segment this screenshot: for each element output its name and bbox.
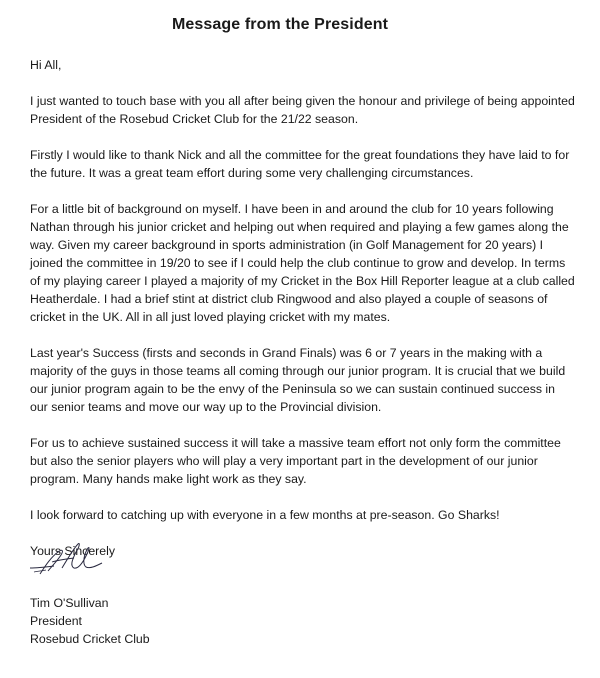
- signatory-organization: Rosebud Cricket Club: [30, 632, 150, 646]
- letter-title: Message from the President: [172, 16, 388, 33]
- paragraph-thanks: Firstly I would like to thank Nick and all the committee for the great foundations they have laid to for the future. It was a great team effort during some very challenging circumstances.: [30, 148, 570, 180]
- paragraph-team-effort: For us to achieve sustained success it will take a massive team effort not only form the committee but also the senior players who will play a very important part in the development of our junior program. Many hands make light work as they say.: [30, 436, 561, 486]
- paragraph-appointment: I just wanted to touch base with you all after being given the honour and privilege of being appointed President of the Rosebud Cricket Club for the 21/22 season.: [30, 94, 575, 126]
- closing: Yours Sincerely: [30, 544, 115, 558]
- paragraph-background: For a little bit of background on myself. I have been in and around the club for 10 years following Nathan through his junior cricket and helping out when required and playing a few games along the way. Given my career background in sports administration (in Golf Management for 20 years) I joined the committee in 19/20 to see if I could help the club continue to grow and develop. In terms of my playing career I played a majority of my Cricket in the Box Hill Reporter league at a club called Heatherdale. I had a brief stint at district club Ringwood and also played a couple of seasons of cricket in the UK. All in all just loved playing cricket with my mates.: [30, 202, 575, 324]
- paragraph-sign-off: I look forward to catching up with everyone in a few months at pre-season. Go Sharks!: [30, 508, 500, 522]
- handwritten-signature: [28, 538, 108, 580]
- signatory-role: President: [30, 614, 82, 628]
- signatory-block: [30, 594, 150, 648]
- signatory-name: Tim O'Sullivan: [30, 596, 109, 610]
- greeting: Hi All,: [30, 58, 62, 72]
- letter-body: [30, 56, 575, 578]
- paragraph-junior-program: Last year's Success (firsts and seconds in Grand Finals) was 6 or 7 years in the making with a majority of the guys in those teams all coming through our junior program. It is crucial that we build our junior program again to be the envy of the Peninsula so we can sustain continued success in our senior teams and move our way up to the Provincial division.: [30, 346, 566, 414]
